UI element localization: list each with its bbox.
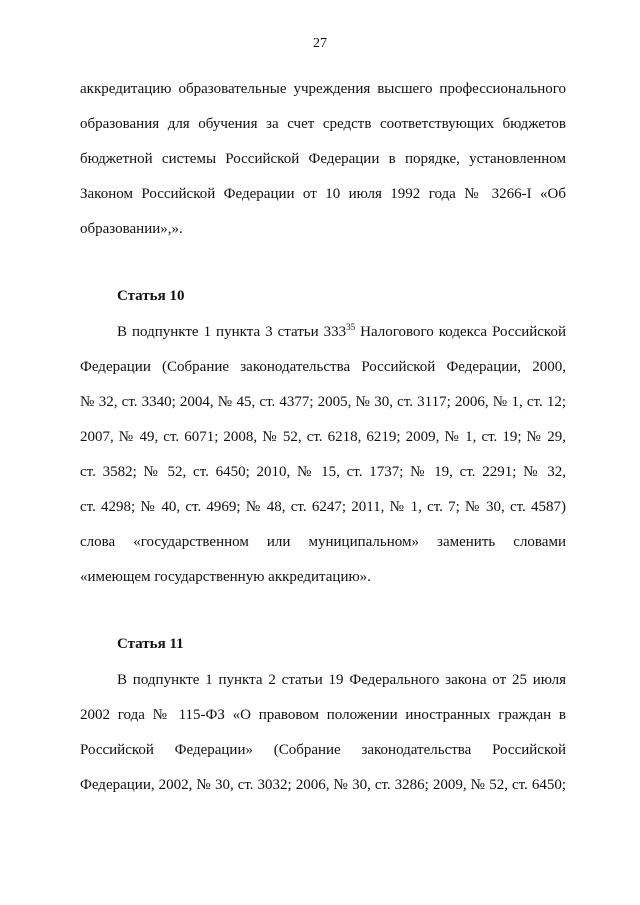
text-fragment: В подпункте 1 пункта 3 статьи 333 bbox=[117, 324, 347, 340]
text-line: Федерации, 2002, № 30, ст. 3032; 2006, № 30, ст. 3286; 2009, № 52, ст. 6450; bbox=[80, 777, 566, 793]
article-heading: Статья 11 bbox=[117, 636, 184, 652]
text-line: В подпункте 1 пункта 2 статьи 19 Федерального закона от 25 июля bbox=[117, 672, 566, 688]
superscript: 35 bbox=[346, 323, 356, 332]
text-line: Российской Федерации» (Собрание законодательства Российской bbox=[80, 742, 566, 758]
page-number: 27 bbox=[313, 36, 327, 51]
text-line: «имеющем государственную аккредитацию». bbox=[80, 569, 371, 585]
text-line: № 32, ст. 3340; 2004, № 45, ст. 4377; 2005, № 30, ст. 3117; 2006, № 1, ст. 12; bbox=[80, 394, 566, 410]
text-line: 2007, № 49, ст. 6071; 2008, № 52, ст. 6218, 6219; 2009, № 1, ст. 19; № 29, bbox=[80, 429, 566, 445]
text-fragment: Налогового кодекса Российской bbox=[355, 324, 566, 340]
text-line: Федерации (Собрание законодательства Российской Федерации, 2000, bbox=[80, 359, 566, 375]
text-line: 2002 года № 115-ФЗ «О правовом положении иностранных граждан в bbox=[80, 707, 566, 723]
text-line bbox=[117, 323, 566, 341]
text-line: образовании»,». bbox=[80, 221, 183, 237]
text-line: бюджетной системы Российской Федерации в порядке, установленном bbox=[80, 151, 566, 167]
text-line: слова «государственном или муниципальном» заменить словами bbox=[80, 534, 566, 550]
text-line: Законом Российской Федерации от 10 июля 1992 года № 3266-I «Об bbox=[80, 186, 566, 202]
text-line: аккредитацию образовательные учреждения высшего профессионального bbox=[80, 81, 566, 97]
article-heading: Статья 10 bbox=[117, 288, 185, 304]
text-line: ст. 3582; № 52, ст. 6450; 2010, № 15, ст. 1737; № 19, ст. 2291; № 32, bbox=[80, 464, 566, 480]
text-line: ст. 4298; № 40, ст. 4969; № 48, ст. 6247; 2011, № 1, ст. 7; № 30, ст. 4587) bbox=[80, 499, 566, 515]
text-line: образования для обучения за счет средств соответствующих бюджетов bbox=[80, 116, 566, 132]
